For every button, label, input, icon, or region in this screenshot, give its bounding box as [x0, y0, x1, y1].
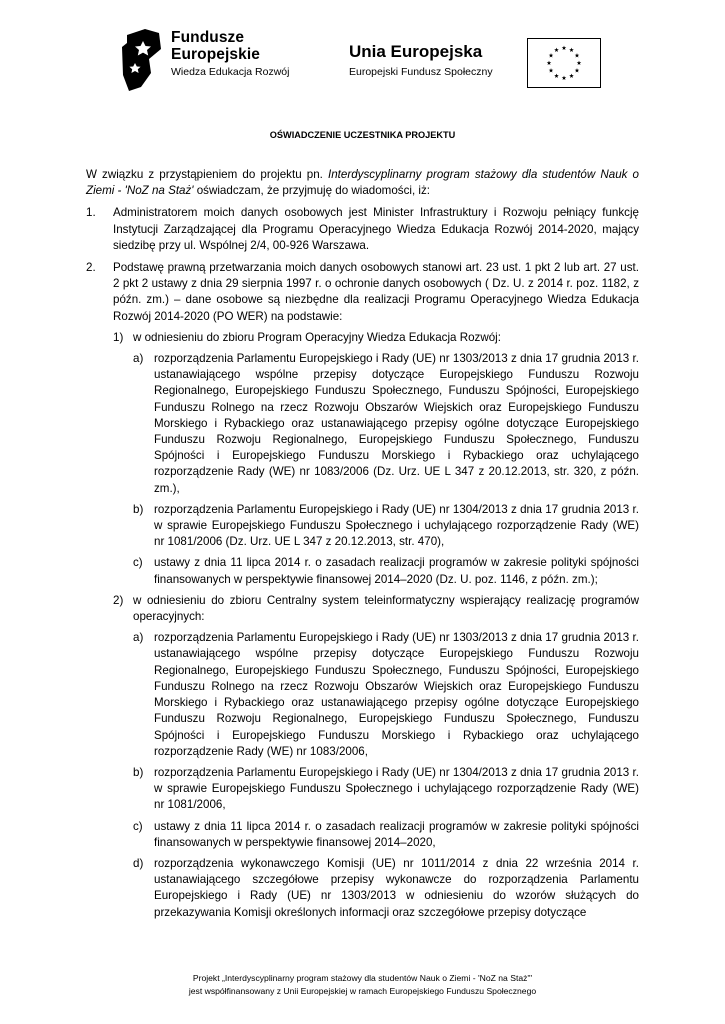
sub-item-2-2	[113, 593, 639, 625]
list-text: Podstawę prawną przetwarzania moich danych osobowych stanowi art. 23 ust. 1 pkt 2 lub art. 27 ust. 2 pkt 2 ustawy z dnia 29 sierpnia 1997 r. o ochronie danych osobowych ( Dz. U. z 2014 r. poz. 1182, z późn. zm.) – dane osobowe są niezbędne dla realizacji Programu Operacyjnego Wiedza Edukacja Rozwój 2014-2020 (PO WER) na podstawie:	[113, 261, 639, 323]
sub-sub-item-2-2-c	[133, 819, 639, 851]
sub-sub-text: rozporządzenia Parlamentu Europejskiego i Rady (UE) nr 1304/2013 z dnia 17 grudnia 2013 r. w sprawie Europejskiego Funduszu Społecznego i uchylającego rozporządzenie Rady (WE) nr 1081/2006 (Dz. Urz. UE L 347 z 20.12.2013, str. 470),	[154, 502, 639, 549]
fe-logo-line1: Fundusze	[171, 29, 245, 46]
intro-project-name: Interdyscyplinarny program stażowy dla studentów Nauk o Ziemi - 'NoZ na Staż'	[86, 168, 639, 198]
footer-line1: Projekt „Interdyscyplinarny program stażowy dla studentów Nauk o Ziemi - 'NoZ na Staż'"	[192, 973, 533, 983]
sub-sub-text: rozporządzenia Parlamentu Europejskiego i Rady (UE) nr 1304/2013 z dnia 17 grudnia 2013 r. w sprawie Europejskiego Funduszu Społecznego i uchylającego rozporządzenie Rady (WE) nr 1081/2006,	[154, 765, 639, 812]
eu-star	[549, 68, 554, 72]
intro-suffix: oświadczam, że przyjmuję do wiadomości, iż:	[193, 184, 430, 198]
sub-sub-item-2-1-b	[133, 502, 639, 551]
document-body	[86, 167, 639, 921]
sub-sub-letter: b)	[133, 502, 144, 516]
fe-logo-line3: Wiedza Edukacja Rozwój	[171, 66, 290, 78]
eu-star	[547, 61, 552, 65]
list-item-1	[86, 205, 639, 254]
unia-europejska-logo-text	[349, 42, 493, 79]
sub-number: 1)	[113, 330, 124, 344]
eu-star	[577, 61, 582, 65]
sub-item-2-1	[113, 330, 639, 346]
fe-emblem-icon	[121, 29, 165, 91]
footer-line2: jest współfinansowany z Unii Europejskiej w ramach Europejskiego Funduszu Społecznego	[188, 985, 537, 996]
eu-star	[562, 76, 567, 80]
sub-sub-text: rozporządzenia Parlamentu Europejskiego i Rady (UE) nr 1303/2013 z dnia 17 grudnia 2013 r. ustanawiającego wspólne przepisy dotyczące Europejskiego Funduszu Rozwoju Regionalnego, Europejskiego Funduszu Społecznego, Funduszu Spójności, Europejskiego Funduszu Rolnego na rzecz Rozwoju Obszarów Wiejskich oraz Europejskiego Funduszu Morskiego i Rybackiego oraz ustanawiającego przepisy ogólne dotyczące Europejskiego Funduszu Rozwoju Regionalnego, Europejskiego Funduszu Społecznego, Funduszu Spójności i Europejskiego Funduszu Morskiego i Rybackiego oraz uchylającego rozporządzenie Rady (WE) nr 1083/2006 (Dz. Urz. UE L 347 z 20.12.2013, str. 320, z późn. zm.),	[154, 352, 639, 495]
list-item-2	[86, 260, 639, 325]
sub-sub-item-2-2-a	[133, 630, 639, 760]
sub-sub-letter: b)	[133, 765, 144, 779]
sub-sub-letter: c)	[133, 556, 143, 570]
sub-sub-item-2-2-d	[133, 856, 639, 921]
sub-sub-item-2-2-b	[133, 765, 639, 814]
sub-sub-text: rozporządzenia wykonawczego Komisji (UE) nr 1011/2014 z dnia 22 września 2014 r. ustanawiającego szczegółowe przepisy wykonawcze do rozporządzenia Parlamentu Europejskiego i Rady (UE) nr 1303/2013 w odniesieniu do wzorów służących do przekazywania Komisji określonych informacji oraz szczegółowe przepisy dotyczące	[154, 856, 639, 919]
eu-star	[569, 74, 574, 78]
intro-paragraph	[86, 167, 639, 199]
sub-sub-text: rozporządzenia Parlamentu Europejskiego i Rady (UE) nr 1303/2013 z dnia 17 grudnia 2013 r. ustanawiającego wspólne przepisy dotyczące Europejskiego Funduszu Rozwoju Regionalnego, Europejskiego Funduszu Społecznego, Funduszu Spójności, Europejskiego Funduszu Rolnego na rzecz Rozwoju Obszarów Wiejskich oraz Europejskiego Funduszu Morskiego i Rybackiego oraz ustanawiającego przepisy ogólne dotyczące Europejskiego Funduszu Rozwoju Regionalnego, Europejskiego Funduszu Społecznego, Funduszu Spójności i Europejskiego Funduszu Morskiego i Rybackiego oraz uchylającego rozporządzenie Rady (WE) nr 1083/2006,	[154, 631, 639, 758]
eu-star	[575, 68, 580, 72]
eu-star	[575, 53, 580, 57]
sub-sub-item-2-1-c	[133, 555, 639, 587]
sub-sub-text: ustawy z dnia 11 lipca 2014 r. o zasadach realizacji programów w zakresie polityki spójności finansowanych w perspektywie finansowej 2014–2020 (Dz. U. poz. 1146, z późn. zm.);	[154, 556, 639, 586]
sub-sub-item-2-1-a	[133, 351, 639, 497]
eu-star	[554, 48, 559, 52]
eu-star	[554, 74, 559, 78]
sub-text: w odniesieniu do zbioru Program Operacyjny Wiedza Edukacja Rozwój:	[133, 330, 501, 344]
sub-sub-letter: a)	[133, 631, 144, 645]
list-number: 2.	[86, 261, 96, 275]
ue-title: Unia Europejska	[349, 42, 483, 61]
page-footer	[0, 972, 725, 997]
ue-subtitle: Europejski Fundusz Społeczny	[349, 66, 493, 78]
eu-star	[549, 53, 554, 57]
fundusze-europejskie-logo	[121, 29, 311, 91]
sub-sub-letter: a)	[133, 352, 144, 366]
sub-text: w odniesieniu do zbioru Centralny system teleinformatyczny wspierający realizację programów operacyjnych:	[133, 593, 639, 624]
eu-star	[569, 48, 574, 52]
sub-sub-text: ustawy z dnia 11 lipca 2014 r. o zasadach realizacji programów w zakresie polityki spójności finansowanych w perspektywie finansowej 2014–2020,	[154, 819, 639, 849]
document-title: OŚWIADCZENIE UCZESTNIKA PROJEKTU	[269, 130, 456, 140]
sub-number: 2)	[113, 593, 124, 607]
list-text: Administratorem moich danych osobowych jest Minister Infrastruktury i Rozwoju pełniący funkcję Instytucji Zarządzającej dla Programu Operacyjnego Wiedza Edukacja Rozwój 2014-2020, mający siedzibę przy ul. Wspólnej 2/4, 00-926 Warszawa.	[113, 206, 639, 252]
intro-prefix: W związku z przystąpieniem do projektu pn.	[86, 168, 328, 181]
fe-logo-line2: Europejskie	[171, 46, 260, 63]
list-number: 1.	[86, 206, 96, 220]
sub-sub-letter: d)	[133, 856, 144, 870]
sub-sub-letter: c)	[133, 819, 143, 833]
eu-star	[562, 46, 567, 50]
eu-flag-icon	[527, 38, 601, 88]
